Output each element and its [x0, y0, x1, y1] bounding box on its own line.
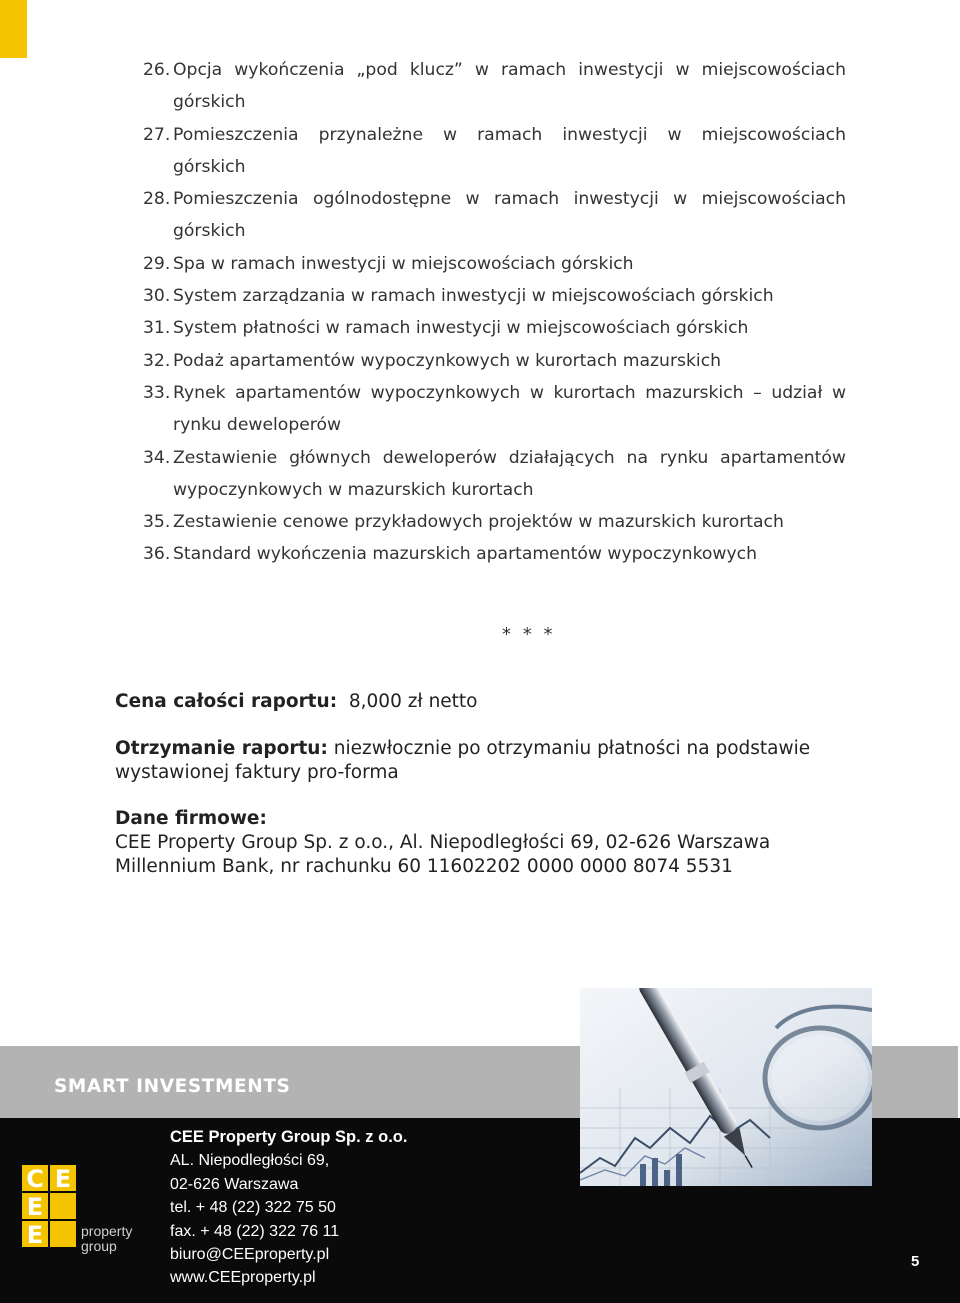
price-line: [115, 690, 875, 714]
company-data-block: [115, 807, 875, 879]
contact-fax: fax. + 48 (22) 322 76 11: [170, 1222, 340, 1240]
receipt-label: Otrzymanie raportu:: [115, 738, 328, 759]
contact-website[interactable]: www.CEEproperty.pl: [170, 1269, 316, 1287]
contact-city: 02-626 Warszawa: [170, 1175, 299, 1193]
company-address: CEE Property Group Sp. z o.o., Al. Niepodległości 69, 02-626 Warszawa: [115, 832, 771, 853]
toc-item-33: 33. Rynek apartamentów wypoczynkowych w kurortach mazurskich – udział w rynku deweloperów: [143, 382, 846, 436]
pen-and-chart-photo: [580, 988, 872, 1186]
price-value: 8,000 zł netto: [348, 691, 478, 712]
svg-text:C: C: [26, 1165, 44, 1193]
price-label: Cena całości raportu:: [115, 691, 338, 712]
toc-item-32: 32. Podaż apartamentów wypoczynkowych w kurortach mazurskich: [143, 350, 722, 371]
section-separator: * * *: [502, 624, 556, 645]
slogan: SMART INVESTMENTS: [54, 1076, 291, 1097]
toc-item-27: 27. Pomieszczenia przynależne w ramach inwestycji w miejscowościach górskich: [143, 124, 846, 177]
toc-item-36: 36. Standard wykończenia mazurskich apartamentów wypoczynkowych: [143, 544, 758, 565]
corner-accent: [0, 0, 27, 58]
toc-item-34: 34. Zestawienie głównych deweloperów działających na rynku apartamentów wypoczynkowych w mazurskich kurortach: [143, 447, 846, 500]
svg-text:E: E: [54, 1165, 72, 1193]
toc-item-35: 35. Zestawienie cenowe przykładowych projektów w mazurskich kurortach: [143, 512, 784, 533]
receipt-block: [115, 737, 875, 785]
contact-phone: tel. + 48 (22) 322 75 50: [170, 1199, 336, 1217]
toc-item-28: 28. Pomieszczenia ogólnodostępne w ramach inwestycji w miejscowościach górskich: [143, 189, 846, 242]
footer-contact: [170, 1126, 407, 1290]
svg-text:E: E: [26, 1221, 44, 1249]
toc-item-26: 26. Opcja wykończenia „pod klucz” w ramach inwestycji w miejscowościach górskich: [143, 60, 846, 113]
contact-email[interactable]: biuro@CEEproperty.pl: [170, 1246, 330, 1264]
bank-account: Millennium Bank, nr rachunku 60 11602202 0000 0000 8074 5531: [115, 856, 733, 877]
svg-text:group: group: [81, 1238, 117, 1254]
svg-text:E: E: [26, 1193, 44, 1221]
toc-item-31: 31. System płatności w ramach inwestycji w miejscowościach górskich: [143, 318, 749, 339]
svg-text:property: property: [81, 1223, 133, 1239]
company-data-label: Dane firmowe:: [115, 808, 267, 829]
receipt-value: niezwłocznie po otrzymaniu płatności na podstawie: [333, 738, 811, 759]
table-of-contents: [143, 54, 846, 571]
contact-street: AL. Niepodległości 69,: [170, 1152, 330, 1170]
photo-illustration: [580, 988, 872, 1186]
cee-logo: [22, 1165, 152, 1255]
cee-logo-icon: [22, 1165, 152, 1255]
toc-item-29: 29. Spa w ramach inwestycji w miejscowościach górskich: [143, 253, 634, 274]
company-name: CEE Property Group Sp. z o.o.: [170, 1128, 408, 1146]
page-number: 5: [911, 1253, 920, 1270]
toc-item-30: 30. System zarządzania w ramach inwestycji w miejscowościach górskich: [143, 286, 774, 307]
receipt-value-cont: wystawionej faktury pro-forma: [115, 762, 399, 783]
